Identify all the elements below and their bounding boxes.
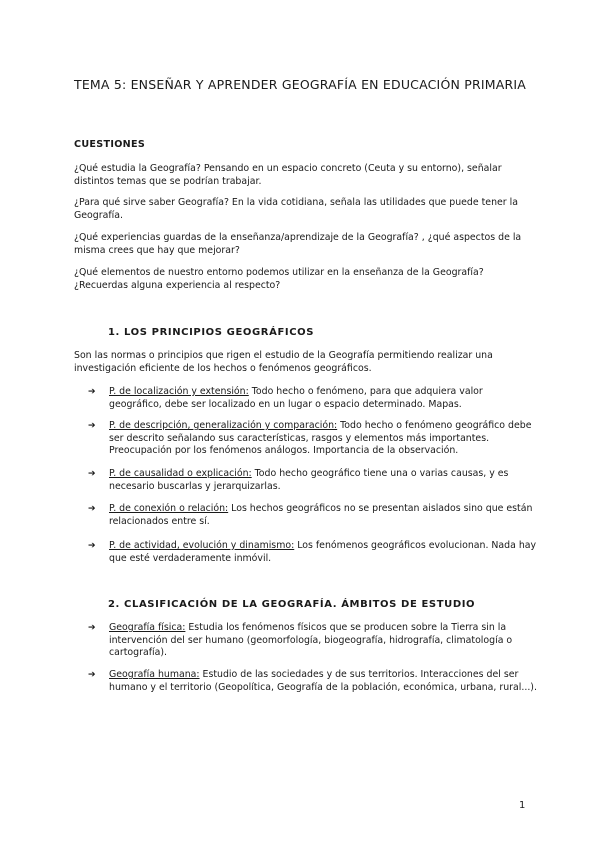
question-2: ¿Para qué sirve saber Geografía? En la vida cotidiana, señala las utilidades que puede tener la Geografía. — [74, 197, 518, 221]
section1-heading: 1. LOS PRINCIPIOS GEOGRÁFICOS — [108, 327, 315, 338]
classification-item — [88, 622, 538, 660]
principle-item — [88, 540, 538, 565]
arrow-icon: ➔ — [88, 541, 96, 551]
principle-term: P. de descripción, generalización y comparación: — [109, 420, 338, 431]
principle-text: Los hechos geográficos no se presentan aislados sino que están relacionados entre sí. — [109, 503, 533, 527]
principle-item — [88, 503, 538, 528]
classification-text: Estudia los fenómenos físicos que se producen sobre la Tierra sin la intervención del ser humano (geomorfología, biogeografía, hidrografía, climatología o cartografía). — [109, 622, 513, 659]
classification-term: Geografía humana: — [109, 669, 200, 680]
principle-item — [88, 468, 538, 493]
arrow-icon: ➔ — [88, 387, 96, 397]
arrow-icon: ➔ — [88, 670, 96, 680]
principle-text: Todo hecho o fenómeno, para que adquiera valor geográfico, debe ser localizado en un lugar o espacio determinado. Mapas. — [109, 386, 483, 410]
principle-text: Todo hecho geográfico tiene una o varias causas, y es necesario buscarlas y jerarquizarlas. — [109, 468, 509, 492]
page-number: 1 — [519, 800, 526, 811]
classification-term: Geografía física: — [109, 622, 186, 633]
arrow-icon: ➔ — [88, 469, 96, 479]
questions-heading: CUESTIONES — [74, 139, 146, 150]
principle-text: Todo hecho o fenómeno geográfico debe ser descrito señalando sus características, rasgos y elementos más importantes. Preocupación por los fenómenos análogos. Importancia de la observación. — [109, 420, 532, 457]
section2-heading: 2. CLASIFICACIÓN DE LA GEOGRAFÍA. ÁMBITOS DE ESTUDIO — [108, 599, 476, 610]
question-4: ¿Qué elementos de nuestro entorno podemos utilizar en la enseñanza de la Geografía? ¿Recuerdas alguna experiencia al respecto? — [74, 267, 484, 291]
principle-item — [88, 386, 538, 411]
arrow-icon: ➔ — [88, 421, 96, 431]
classification-item — [88, 669, 538, 694]
principle-term: P. de causalidad o explicación: — [109, 468, 252, 479]
principle-text: Los fenómenos geográficos evolucionan. Nada hay que esté verdaderamente inmóvil. — [109, 540, 537, 564]
principle-item — [88, 420, 538, 458]
section1-intro: Son las normas o principios que rigen el estudio de la Geografía permitiendo realizar una investigación eficiente de los hechos o fenómenos geográficos. — [74, 350, 493, 374]
arrow-icon: ➔ — [88, 623, 96, 633]
document-title: TEMA 5: ENSEÑAR Y APRENDER GEOGRAFÍA EN EDUCACIÓN PRIMARIA — [74, 77, 526, 92]
arrow-icon: ➔ — [88, 504, 96, 514]
question-3: ¿Qué experiencias guardas de la enseñanza/aprendizaje de la Geografía? , ¿qué aspectos de la misma crees que hay que mejorar? — [74, 232, 522, 256]
principle-term: P. de conexión o relación: — [109, 503, 229, 514]
principle-term: P. de localización y extensión: — [109, 386, 249, 397]
question-1: ¿Qué estudia la Geografía? Pensando en un espacio concreto (Ceuta y su entorno), señalar distintos temas que se podrían trabajar. — [74, 163, 502, 187]
principle-term: P. de actividad, evolución y dinamismo: — [109, 540, 295, 551]
classification-text: Estudio de las sociedades y de sus territorios. Interacciones del ser humano y el territorio (Geopolítica, Geografía de la población, económica, urbana, rural...). — [109, 669, 537, 693]
